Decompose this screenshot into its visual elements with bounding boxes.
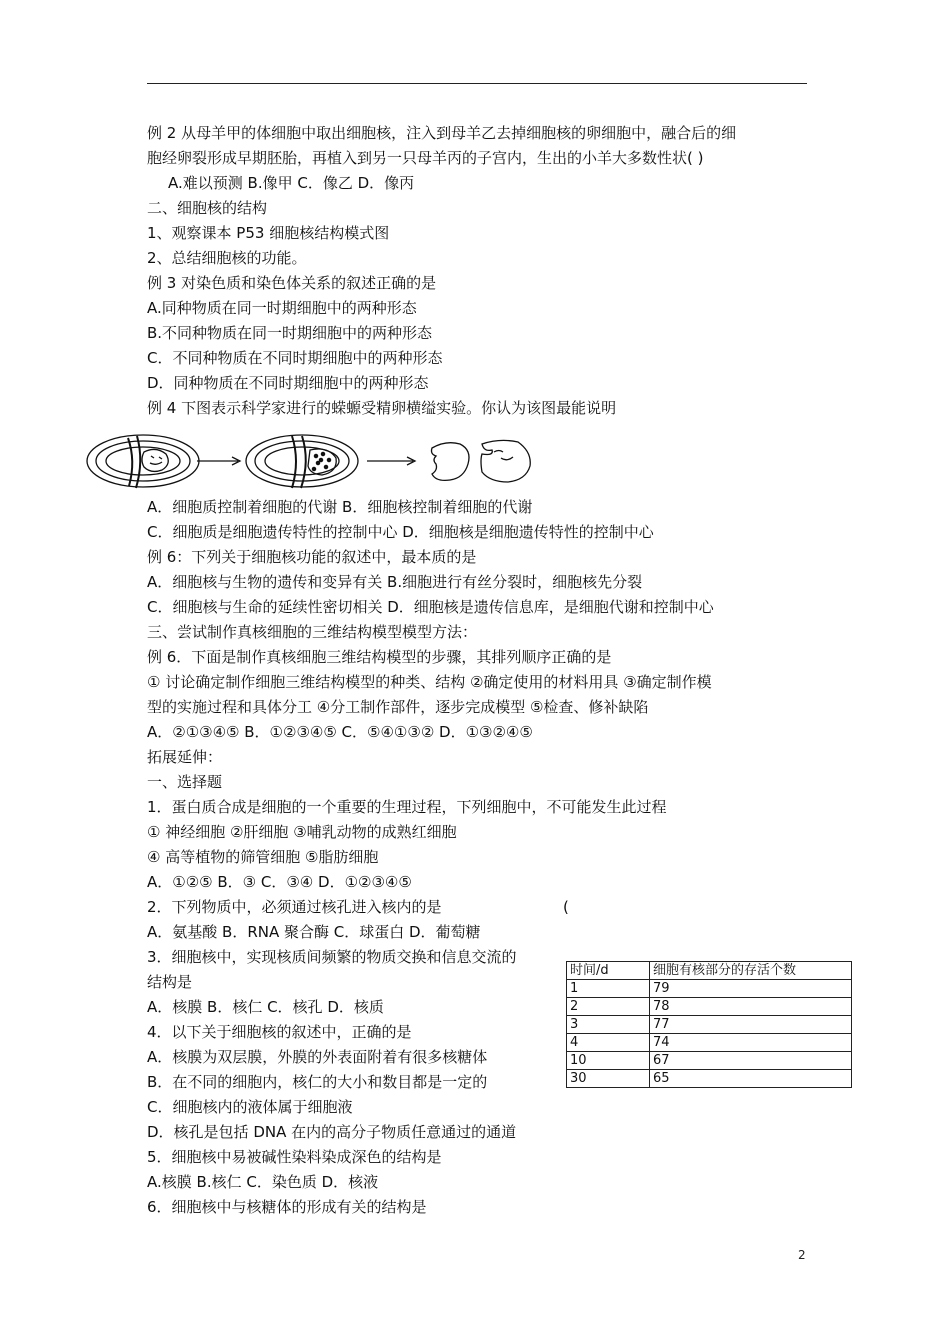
example2-line2: 胞经卵裂形成早期胚胎，再植入到另一只母羊丙的子宫内，生出的小羊大多数性状( ) [147, 149, 704, 167]
table-row [567, 1070, 852, 1088]
q1-question: 1．蛋白质合成是细胞的一个重要的生理过程，下列细胞中，不可能发生此过程 [147, 798, 667, 816]
example6-options-cd: C．细胞核与生命的延续性密切相关 D．细胞核是遗传信息库，是细胞代谢和控制中心 [147, 598, 714, 616]
table-cell: 65 [650, 1070, 852, 1088]
q1-options: A．①②⑤ B．③ C．③④ D．①②③④⑤ [147, 873, 412, 891]
table-header-cell: 细胞有核部分的存活个数 [650, 962, 852, 980]
q4-option-c: C．细胞核内的液体属于细胞液 [147, 1098, 353, 1116]
q4-option-a: A．核膜为双层膜，外膜的外表面附着有很多核糖体 [147, 1048, 488, 1066]
table-cell: 4 [567, 1034, 650, 1052]
example3-option-b: B.不同种物质在同一时期细胞中的两种形态 [147, 324, 433, 342]
example6b-steps-1: ① 讨论确定制作细胞三维结构模型的种类、结构 ②确定使用的材料用具 ③确定制作模 [147, 673, 712, 691]
choice-heading: 一、选择题 [147, 773, 223, 791]
q4-option-b: B．在不同的细胞内，核仁的大小和数目都是一定的 [147, 1073, 488, 1091]
cell-fragment-left [432, 443, 470, 481]
example4-options-cd: C．细胞质是细胞遗传特性的控制中心 D．细胞核是细胞遗传特性的控制中心 [147, 523, 654, 541]
table-row [567, 998, 852, 1016]
table-row [567, 1016, 852, 1034]
q4-option-d: D．核孔是包括 DNA 在内的高分子物质任意通过的通道 [147, 1123, 517, 1141]
example4-question: 例 4 下图表示科学家进行的蝾螈受精卵横缢实验。你认为该图最能说明 [147, 399, 617, 417]
table-cell: 2 [567, 998, 650, 1016]
section3-heading: 三、尝试制作真核细胞的三维结构模型模型方法： [147, 623, 478, 641]
table-cell: 1 [567, 980, 650, 998]
survival-table [566, 961, 852, 1088]
q3-question-2: 结构是 [147, 973, 193, 991]
example3-option-c: C．不同种物质在不同时期细胞中的两种形态 [147, 349, 443, 367]
table-row [567, 1052, 852, 1070]
example6-options-ab: A．细胞核与生物的遗传和变异有关 B.细胞进行有丝分裂时，细胞核先分裂 [147, 573, 643, 591]
example2-options: A.难以预测 B.像甲 C．像乙 D．像丙 [168, 174, 415, 192]
q1-items-1: ① 神经细胞 ②肝细胞 ③哺乳动物的成熟红细胞 [147, 823, 457, 841]
example3-option-a: A.同种物质在同一时期细胞中的两种形态 [147, 299, 417, 317]
table-cell: 79 [650, 980, 852, 998]
example3-option-d: D．同种物质在不同时期细胞中的两种形态 [147, 374, 429, 392]
example2-line1: 例 2 从母羊甲的体细胞中取出细胞核，注入到母羊乙去掉细胞核的卵细胞中，融合后的细 [147, 124, 737, 142]
table-row [567, 980, 852, 998]
example6b-steps-2: 型的实施过程和具体分工 ④分工制作部件，逐步完成模型 ⑤检查、修补缺陷 [147, 698, 649, 716]
newt-egg-ligation-figure [80, 430, 550, 492]
example6b-question: 例 6．下面是制作真核细胞三维结构模型的步骤，其排列顺序正确的是 [147, 648, 612, 666]
table-cell: 10 [567, 1052, 650, 1070]
table-cell: 67 [650, 1052, 852, 1070]
example6-question: 例 6：下列关于细胞核功能的叙述中，最本质的是 [147, 548, 477, 566]
table-cell: 77 [650, 1016, 852, 1034]
q6-question: 6．细胞核中与核糖体的形成有关的结构是 [147, 1198, 427, 1216]
q1-items-2: ④ 高等植物的筛管细胞 ⑤脂肪细胞 [147, 848, 379, 866]
example6b-options: A．②①③④⑤ B．①②③④⑤ C．⑤④①③② D．①③②④⑤ [147, 723, 533, 741]
table-row [567, 1034, 852, 1052]
example3-question: 例 3 对染色质和染色体关系的叙述正确的是 [147, 274, 437, 292]
q2-options: A．氨基酸 B．RNA 聚合酶 C．球蛋白 D．葡萄糖 [147, 923, 481, 941]
q3-options: A．核膜 B．核仁 C．核孔 D．核质 [147, 998, 384, 1016]
stray-parenthesis: ( [563, 898, 569, 916]
table-cell: 30 [567, 1070, 650, 1088]
ligated-egg-1 [87, 435, 199, 488]
q3-question-1: 3．细胞核中，实现核质间频繁的物质交换和信息交流的 [147, 948, 517, 966]
header-rule [147, 83, 807, 84]
cell-fragment-right [481, 440, 530, 482]
page-number: 2 [798, 1248, 806, 1262]
table-cell: 74 [650, 1034, 852, 1052]
q2-question: 2．下列物质中，必须通过核孔进入核内的是 [147, 898, 442, 916]
section2-item1: 1、观察课本 P53 细胞核结构模式图 [147, 224, 390, 242]
q4-question: 4．以下关于细胞核的叙述中，正确的是 [147, 1023, 412, 1041]
q5-question: 5．细胞核中易被碱性染料染成深色的结构是 [147, 1148, 442, 1166]
table-cell: 78 [650, 998, 852, 1016]
q5-options: A.核膜 B.核仁 C．染色质 D．核液 [147, 1173, 379, 1191]
table-header-cell: 时间/d [567, 962, 650, 980]
section2-heading: 二、细胞核的结构 [147, 199, 268, 217]
example4-options-ab: A．细胞质控制着细胞的代谢 B．细胞核控制着细胞的代谢 [147, 498, 533, 516]
extension-heading: 拓展延伸： [147, 748, 223, 766]
ligated-egg-2 [246, 435, 358, 488]
table-cell: 3 [567, 1016, 650, 1034]
section2-item2: 2、总结细胞核的功能。 [147, 249, 307, 267]
table-header-row [567, 962, 852, 980]
